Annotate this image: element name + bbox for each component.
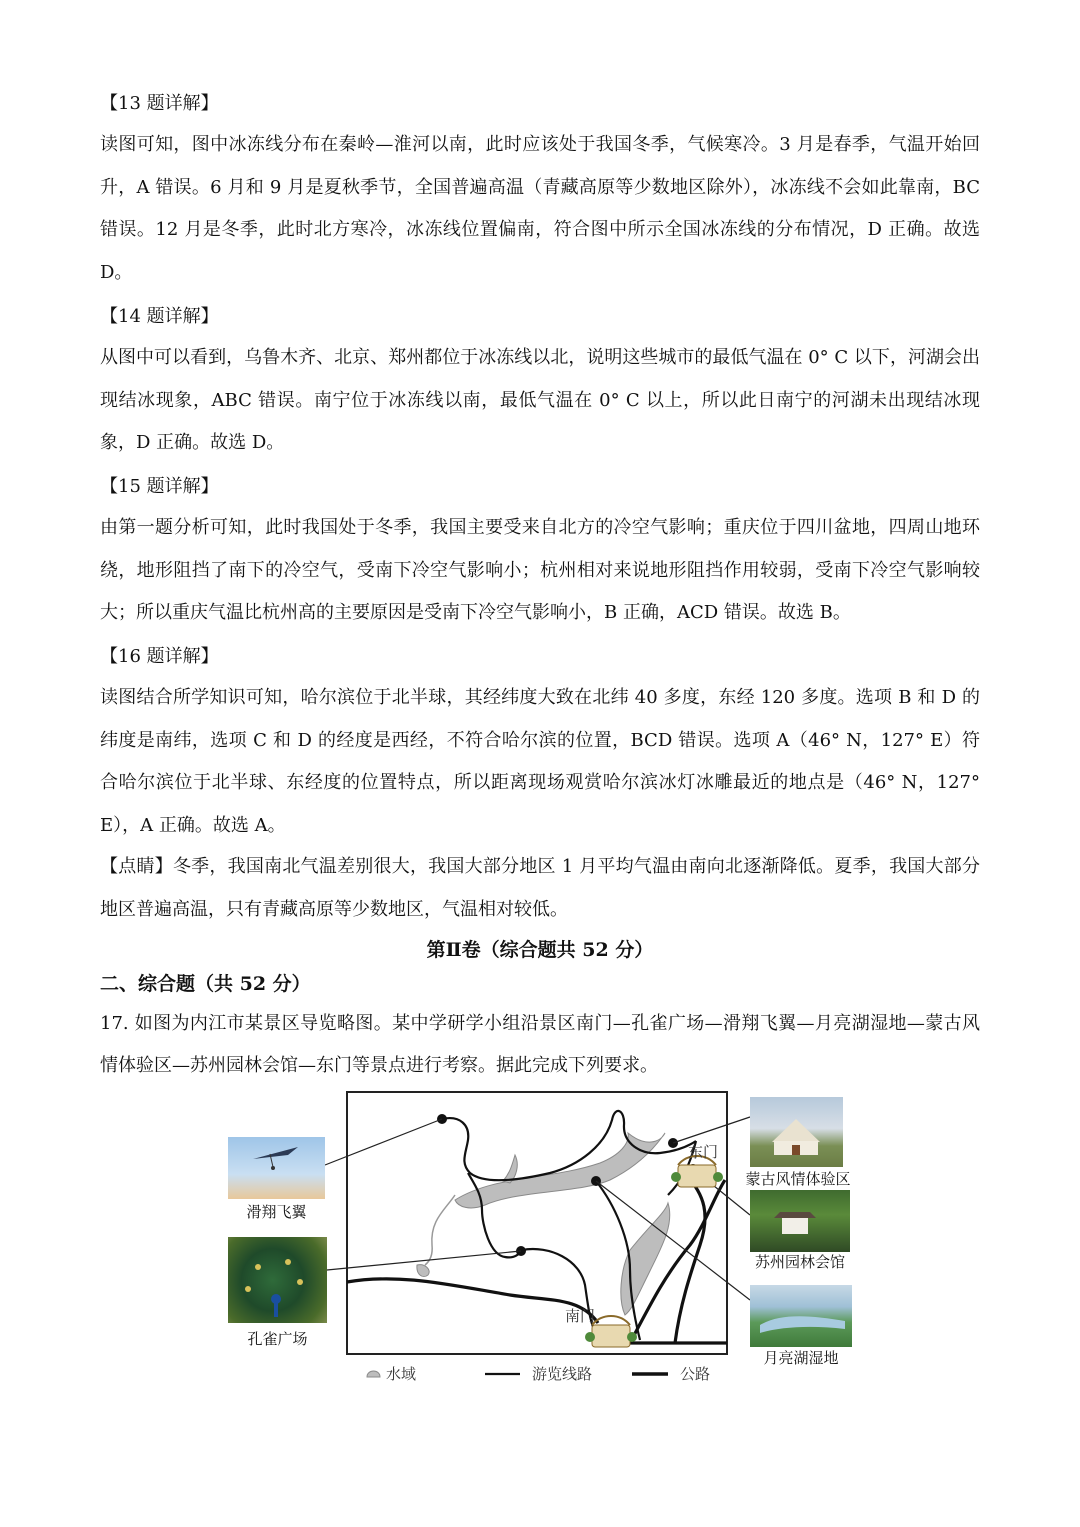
section-13-heading: 【13 题详解】 xyxy=(100,93,219,114)
mongolian-caption: 蒙古风情体验区 xyxy=(745,1170,851,1188)
suzhou-photo xyxy=(750,1190,850,1252)
section-15-text: 由第一题分析可知，此时我国处于冬季，我国主要受来自北方的冷空气影响；重庆位于四川盆地，四周山地环绕，地形阻挡了南下的冷空气，受南下冷空气影响小；杭州相对来说地形阻挡作用较弱，受南下冷空气影响较大；所以重庆气温比杭州高的主要原因是受南下冷空气影响小，B 正确，ACD 错误。故选 B。 xyxy=(100,517,980,623)
mongolian-photo xyxy=(750,1097,843,1167)
east-gate-label: 东门 xyxy=(688,1143,719,1161)
section-15-heading: 【15 题详解】 xyxy=(100,476,219,497)
question-17-text: 17. 如图为内江市某景区导览略图。某中学研学小组沿景区南门—孔雀广场—滑翔飞翼—月亮湖湿地—蒙古风情体验区—苏州园林会馆—东门等景点进行考察。据此完成下列要求。 xyxy=(100,1013,980,1076)
yurt-icon xyxy=(750,1097,843,1167)
legend-water-label: 水域 xyxy=(386,1365,417,1383)
comment-paragraph xyxy=(100,846,980,931)
map-frame xyxy=(347,1092,727,1354)
suzhou-caption: 苏州园林会馆 xyxy=(754,1253,845,1271)
section-16-text: 读图结合所学知识可知，哈尔滨位于北半球，其经纬度大致在北纬 40 多度，东经 120 多度。选项 B 和 D 的纬度是南纬，选项 C 和 D 的经度是西经，不符合哈尔滨的位置，BCD 错误。选项 A（46° N，127° E）符合哈尔滨位于北半球、东经度的位置特点，所以距离现场观赏哈尔滨冰灯冰雕最近的地点是（46° N，127° E），A 正确。故选 A。 xyxy=(100,687,980,836)
peacock-icon xyxy=(228,1237,327,1323)
part-title: 第Ⅱ卷（综合题共 52 分） xyxy=(426,939,654,961)
south-gate-label: 南门 xyxy=(565,1307,596,1325)
comment-text: 冬季，我国南北气温差别很大，我国大部分地区 1 月平均气温由南向北逐渐降低。夏季，我国大部分地区普遍高温，只有青藏高原等少数地区，气温相对较低。 xyxy=(100,856,980,920)
legend-road-label: 公路 xyxy=(680,1365,711,1383)
glider-caption: 滑翔飞翼 xyxy=(246,1203,307,1221)
pavilion-icon xyxy=(750,1190,850,1252)
comment-label: 【点睛】 xyxy=(100,856,173,877)
section-title: 二、综合题（共 52 分） xyxy=(100,973,311,995)
glider-icon xyxy=(228,1137,325,1199)
legend-tour-route-label: 游览线路 xyxy=(532,1365,593,1383)
glider-photo xyxy=(228,1137,325,1199)
section-14-text: 从图中可以看到，乌鲁木齐、北京、郑州都位于冰冻线以北，说明这些城市的最低气温在 0° C 以下，河湖会出现结冰现象，ABC 错误。南宁位于冰冻线以南，最低气温在 0° C 以上，所以此日南宁的河湖未出现结冰现象，D 正确。故选 D。 xyxy=(100,347,980,453)
lake-icon xyxy=(750,1285,852,1347)
legend-water-symbol xyxy=(367,1371,380,1377)
peacock-photo xyxy=(228,1237,327,1323)
section-14-heading: 【14 题详解】 xyxy=(100,306,219,327)
moonlake-caption: 月亮湖湿地 xyxy=(763,1349,839,1367)
peacock-caption: 孔雀广场 xyxy=(247,1330,308,1348)
section-16-heading: 【16 题详解】 xyxy=(100,646,219,667)
section-13-text: 读图可知，图中冰冻线分布在秦岭—淮河以南，此时应该处于我国冬季，气候寒冷。3 月是春季，气温开始回升，A 错误。6 月和 9 月是夏秋季节，全国普遍高温（青藏高原等少数地区除外），冰冻线不会如此靠南，BC 错误。12 月是冬季，此时北方寒冷，冰冻线位置偏南，符合图中所示全国冰冻线的分布情况，D 正确。故选 D。 xyxy=(100,134,980,283)
moonlake-photo xyxy=(750,1285,852,1347)
scenic-area-map-figure xyxy=(220,1085,870,1395)
